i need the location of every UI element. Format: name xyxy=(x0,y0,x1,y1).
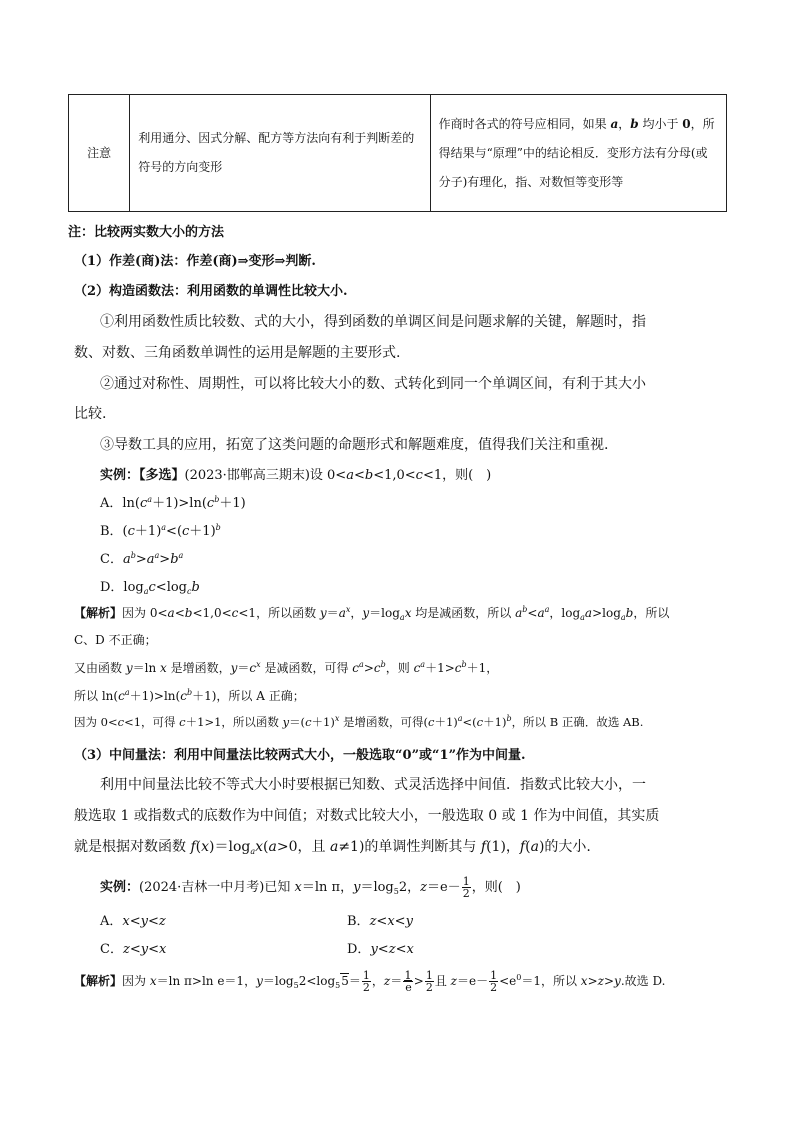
paragraph-2-line-2: 比较. xyxy=(74,406,107,422)
example-1-option-b[interactable]: B．$(c+1)^a<(c+1)^b$ xyxy=(100,523,221,539)
example-2-option-a[interactable]: A．x<y<z xyxy=(100,914,166,929)
example-1-solution-line-4: 所以 $\ln(c^a+1)>\ln(c^b+1)$，所以 A 正确； xyxy=(74,688,305,703)
table-row xyxy=(69,95,727,212)
example-1-solution-line-5: 因为 0<c<1，可得 c＋1>1，所以函数 $y=(c+1)^x$ 是增函数，可得$(c+1)^a<(c+1)^b$，所以 B 正确．故选 AB. xyxy=(74,714,644,729)
paragraph-3: ③导数工具的应用，拓宽了这类问题的命题形式和解题难度，值得我们关注和重视. xyxy=(100,437,609,453)
example-2-stem: 实例：(2024·吉林一中月考)已知 x＝ln π，$y=\log_52$，z＝e－ $\frac{1}{2}$ ，则( ) xyxy=(100,875,521,900)
example-1-solution-line-3: 又由函数 y＝ln x 是增函数，$y=c^x$ 是减函数，可得 $c^a>c^b$，则 $c^a+1>c^b+1$， xyxy=(74,660,499,675)
table-label-cell: 注意 xyxy=(69,95,130,212)
paragraph-1-line-1: ①利用函数性质比较数、式的大小，得到函数的单调区间是问题求解的关键，解题时，指 xyxy=(100,314,646,330)
example-1-option-a[interactable]: A．$\ln(c^a+1)>\ln(c^b+1)$ xyxy=(100,495,246,511)
method-2-heading: （2）构造函数法：利用函数的单调性比较大小. xyxy=(74,284,348,299)
method-3-heading: （3）中间量法：利用中间量法比较两式大小，一般选取“0”或“1”作为中间量. xyxy=(74,748,526,763)
example-2-option-b[interactable]: B．z<x<y xyxy=(347,914,413,929)
example-2-option-d[interactable]: D．y<z<x xyxy=(347,942,414,957)
example-2-option-c[interactable]: C．z<y<x xyxy=(100,942,167,957)
example-1-option-d[interactable]: D．$\log_ac<\log_cb$ xyxy=(100,580,200,596)
fraction-one-half: $\frac{1}{2}$ xyxy=(462,875,470,900)
method-1-heading: （1）作差(商)法：作差(商)⇒变形⇒判断. xyxy=(74,254,316,269)
table-cell-quotient: 作商时各式的符号应相同，如果 a，b 均小于 0，所得结果与“原理”中的结论相反．变形方法有分母(或分子)有理化，指、对数恒等变形等 xyxy=(430,95,726,212)
comparison-table xyxy=(68,94,727,212)
table-cell-difference: 利用通分、因式分解、配方等方法向有利于判断差的符号的方向变形 xyxy=(130,95,430,212)
paragraph-1-line-2: 数、对数、三角函数单调性的运用是解题的主要形式. xyxy=(74,345,401,361)
example-2-solution: 【解析】因为 x＝ln π>ln e＝1，$y=\log_52<\log_55=$ $\frac{1}{2}$ ，z＝ $\frac{1}{e}$ > $\frac{1}{2}$ 且 z＝e－ $\frac{1}{2}$ $<e^0=1$，所以 x>z>y.故选 D. xyxy=(74,969,666,994)
example-1-stem: 实例：【多选】(2023·邯郸高三期末)设 0<a<b<1,0<c<1，则( ) xyxy=(100,468,492,483)
paragraph-4-line-2: 般选取 1 或指数式的底数作为中间值；对数式比较大小，一般选取 0 或 1 作为中间值，其实质 xyxy=(74,808,660,824)
example-1-solution-line-1: 【解析】因为 0<a<b<1,0<c<1，所以函数 $y=a^x$，$y=\log_ax$ 均是减函数，所以 $a^b<a^a$，$\log_aa>\log_ab$，所以 xyxy=(74,605,670,622)
paragraph-2-line-1: ②通过对称性、周期性，可以将比较大小的数、式转化到同一个单调区间，有利于其大小 xyxy=(100,376,646,392)
paragraph-4-line-1: 利用中间量法比较不等式大小时要根据已知数、式灵活选择中间值．指数式比较大小，一 xyxy=(100,777,646,793)
example-1-option-c[interactable]: C．$a^b>a^a>b^a$ xyxy=(100,551,184,567)
paragraph-4-line-3: 就是根据对数函数 $f(x)=\log_ax(a>0$，且 a≠1)的单调性判断其与 f(1)，f(a)的大小. xyxy=(74,839,591,856)
note-title: 注：比较两实数大小的方法 xyxy=(68,225,225,240)
example-1-solution-line-2: C、D 不正确； xyxy=(74,633,157,647)
